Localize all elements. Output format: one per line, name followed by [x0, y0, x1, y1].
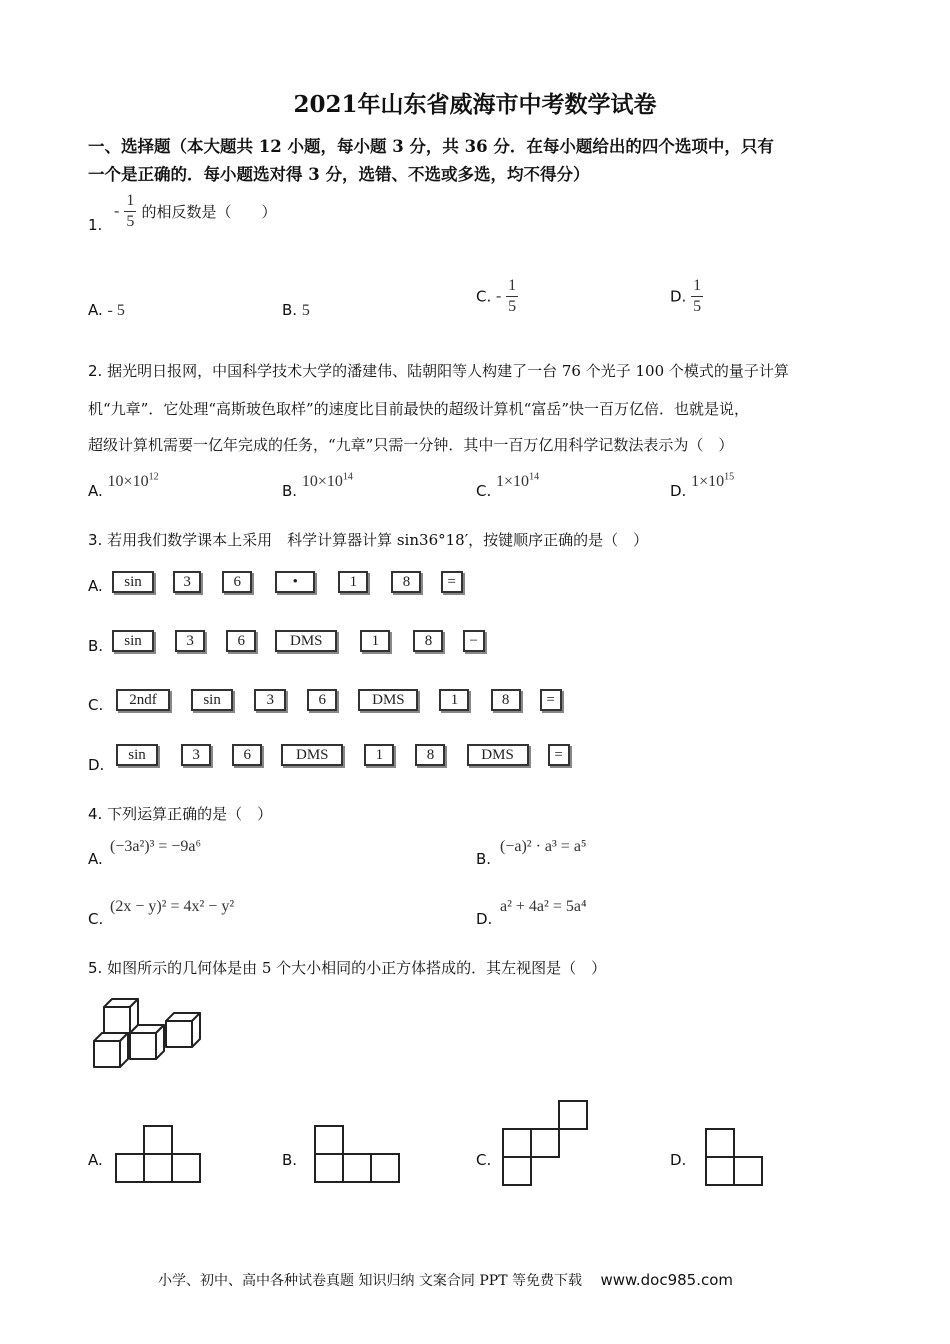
- option-base: 1×10: [496, 473, 530, 491]
- key-6: 6: [307, 689, 337, 711]
- q1-text: 的相反数是（ ）: [141, 203, 277, 221]
- key-8: 8: [413, 630, 443, 652]
- q1-option-d[interactable]: [670, 276, 703, 317]
- key-3: 3: [175, 630, 205, 652]
- key-sin: sin: [112, 571, 154, 593]
- section-heading-line1: 一、选择题（本大题共 12 小题，每小题 3 分，共 36 分．在每小题给出的四个选项中，只有: [88, 137, 774, 156]
- option-label: B.: [282, 301, 298, 319]
- option-label: A.: [88, 301, 103, 319]
- option-value: - 5: [107, 302, 125, 319]
- key-dms: DMS: [281, 744, 343, 766]
- q2-number: 2.: [88, 362, 103, 380]
- q1-frac-den: 5: [126, 213, 135, 230]
- key-3: 3: [181, 744, 211, 766]
- key-minus: −: [463, 630, 485, 652]
- key-2ndf: 2ndf: [116, 689, 170, 711]
- q1-option-a[interactable]: [88, 301, 125, 320]
- q5-option-c-label[interactable]: C.: [476, 1151, 492, 1169]
- q5-option-a-figure[interactable]: [114, 1124, 202, 1184]
- q4-number: 4.: [88, 805, 103, 823]
- option-base: 10×10: [107, 473, 149, 491]
- q3-text: 若用我们数学课本上采用 科学计算器计算 sin36°18′，按键顺序正确的是（ ）: [107, 531, 649, 549]
- footer-text: 小学、初中、高中各种试卷真题 知识归纳 文案合同 PPT 等免费下载: [158, 1273, 582, 1289]
- q1-option-b[interactable]: [282, 301, 310, 320]
- footer-website-link[interactable]: www.doc985.com: [600, 1271, 734, 1289]
- option-label: D.: [670, 482, 687, 501]
- q1-stem: [114, 191, 277, 232]
- q5-option-a-label[interactable]: A.: [88, 1151, 103, 1169]
- key-6: 6: [226, 630, 256, 652]
- key-dms: DMS: [467, 744, 529, 766]
- option-label: C.: [476, 287, 492, 306]
- option-sign: -: [496, 287, 502, 305]
- q2-line3: 超级计算机需要一亿年完成的任务，“九章”只需一分钟．其中一百万亿用科学记数法表示为（ ）: [88, 436, 734, 454]
- q4-option-a-expr[interactable]: (−3a²)³ = −9a⁶: [110, 838, 202, 855]
- q2-text-line1: 据光明日报网，中国科学技术大学的潘建伟、陆朝阳等人构建了一台 76 个光子 100 个模式的量子计算: [107, 362, 789, 380]
- frac-den: 5: [693, 298, 702, 315]
- q3-option-b-keys[interactable]: [112, 630, 499, 652]
- option-exponent: 14: [342, 472, 353, 483]
- key-dot: •: [275, 571, 315, 593]
- q4-text: 下列运算正确的是（ ）: [107, 805, 273, 823]
- key-equals: =: [441, 571, 463, 593]
- option-exponent: 12: [148, 472, 159, 483]
- key-8: 8: [391, 571, 421, 593]
- q4-option-c-label[interactable]: C.: [88, 910, 104, 928]
- key-1: 1: [364, 744, 394, 766]
- key-sin: sin: [112, 630, 154, 652]
- q2-line1: [88, 360, 789, 381]
- key-equals: =: [540, 689, 562, 711]
- frac-num: 1: [506, 276, 518, 297]
- q5-option-b-label[interactable]: B.: [282, 1151, 298, 1169]
- key-1: 1: [360, 630, 390, 652]
- q3-option-c-label[interactable]: C.: [88, 696, 104, 714]
- key-sin: sin: [191, 689, 233, 711]
- key-dms: DMS: [358, 689, 418, 711]
- q4-option-d-label[interactable]: D.: [476, 910, 493, 928]
- q4-stem: [88, 803, 272, 824]
- q5-text: 如图所示的几何体是由 5 个大小相同的小正方体搭成的．其左视图是（ ）: [107, 959, 607, 977]
- q4-option-d-expr[interactable]: a² + 4a² = 5a⁴: [500, 898, 587, 915]
- key-equals: =: [548, 744, 570, 766]
- key-8: 8: [491, 689, 521, 711]
- footer: [158, 1270, 733, 1290]
- key-1: 1: [439, 689, 469, 711]
- q1-fraction: [124, 191, 136, 232]
- key-1: 1: [338, 571, 368, 593]
- q5-option-b-figure[interactable]: [313, 1124, 401, 1184]
- option-label: B.: [282, 482, 298, 501]
- q5-number: 5.: [88, 959, 103, 977]
- q3-option-b-label[interactable]: B.: [88, 637, 104, 655]
- page-title: 2021年山东省威海市中考数学试卷: [293, 91, 657, 118]
- option-exponent: 14: [529, 472, 540, 483]
- q5-option-d-figure[interactable]: [704, 1127, 764, 1187]
- q2-line2: 机“九章”．它处理“高斯玻色取样”的速度比目前最快的超级计算机“富岳”快一百万亿倍．也就是说，: [88, 400, 750, 418]
- q1-option-c[interactable]: [476, 276, 518, 317]
- q5-stem: [88, 957, 606, 978]
- frac-den: 5: [508, 298, 517, 315]
- key-3: 3: [254, 689, 286, 711]
- key-dms: DMS: [275, 630, 337, 652]
- cube-solid-figure: [92, 995, 212, 1075]
- section-heading-line2: 一个是正确的．每小题选对得 3 分，选错、不选或多选，均不得分）: [88, 165, 590, 184]
- q4-option-c-expr[interactable]: (2x − y)² = 4x² − y²: [110, 898, 235, 915]
- q4-option-a-label[interactable]: A.: [88, 850, 103, 868]
- q1-number: 1.: [88, 216, 103, 234]
- option-label: D.: [670, 287, 687, 306]
- key-sin: sin: [116, 744, 158, 766]
- key-6: 6: [222, 571, 252, 593]
- option-base: 10×10: [301, 473, 343, 491]
- q2-option-d[interactable]: [670, 472, 735, 501]
- option-fraction: [691, 276, 703, 317]
- q2-option-b[interactable]: [282, 472, 353, 501]
- option-label: C.: [476, 482, 492, 501]
- q3-option-c-keys[interactable]: [116, 689, 576, 711]
- q3-option-d-label[interactable]: D.: [88, 756, 105, 774]
- key-8: 8: [415, 744, 445, 766]
- q3-option-d-keys[interactable]: [116, 744, 584, 766]
- q5-option-d-label[interactable]: D.: [670, 1151, 687, 1169]
- option-value: 5: [301, 302, 310, 319]
- q3-option-a-label[interactable]: A.: [88, 577, 103, 595]
- option-label: A.: [88, 482, 103, 501]
- q5-option-c-figure[interactable]: [501, 1099, 589, 1187]
- key-6: 6: [232, 744, 262, 766]
- frac-num: 1: [691, 276, 703, 297]
- option-exponent: 15: [724, 472, 735, 483]
- q1-frac-num: 1: [124, 191, 136, 212]
- q2-option-c[interactable]: [476, 472, 540, 501]
- option-fraction: [506, 276, 518, 317]
- q3-number: 3.: [88, 531, 103, 549]
- key-3: 3: [173, 571, 201, 593]
- option-base: 1×10: [691, 473, 725, 491]
- q4-option-b-label[interactable]: B.: [476, 850, 492, 868]
- q4-option-b-expr[interactable]: (−a)² · a³ = a⁵: [500, 838, 587, 855]
- q1-sign: -: [114, 202, 120, 220]
- q3-stem: [88, 529, 648, 550]
- q3-option-a-keys[interactable]: [112, 571, 477, 593]
- q2-option-a[interactable]: [88, 472, 159, 501]
